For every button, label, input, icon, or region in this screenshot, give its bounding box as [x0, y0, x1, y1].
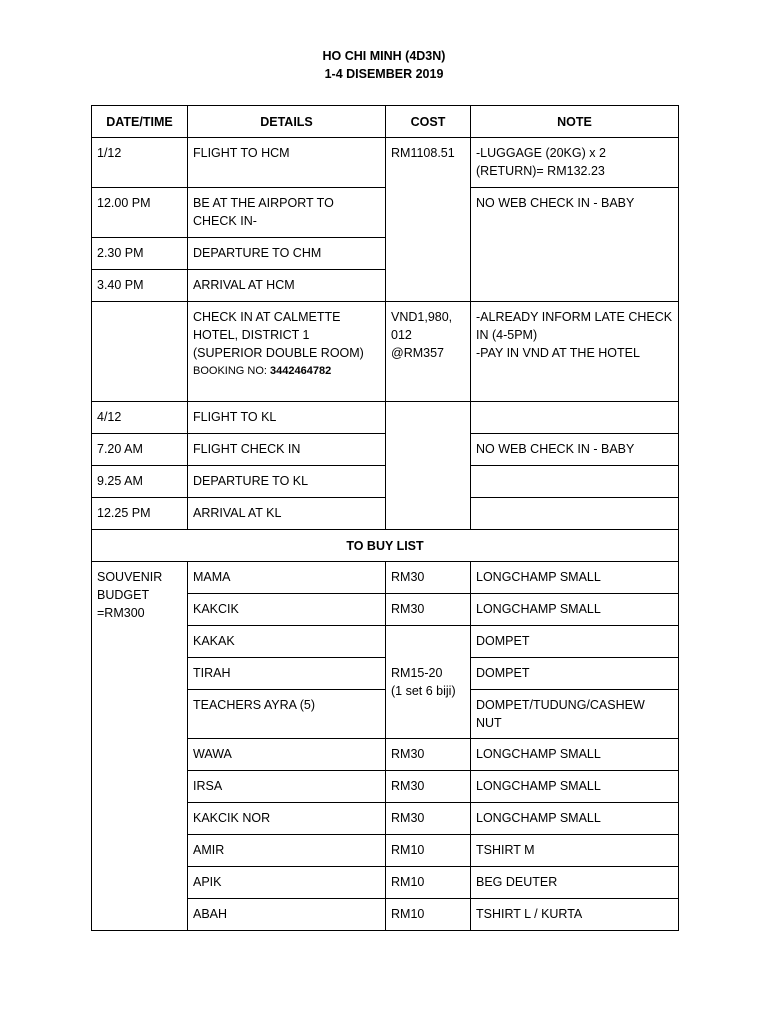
cell-note [471, 498, 679, 530]
group-cost-line: (1 set 6 biji) [391, 684, 456, 698]
cell-note: NO WEB CHECK IN - BABY [471, 188, 679, 302]
hotel-details: CHECK IN AT CALMETTE HOTEL, DISTRICT 1 (SUPERIOR DOUBLE ROOM) [193, 310, 364, 360]
cell-date: 2.30 PM [92, 238, 188, 270]
table-row [92, 498, 679, 530]
title-line-1: HO CHI MINH (4D3N) [322, 49, 446, 63]
cell-details: DEPARTURE TO CHM [188, 238, 386, 270]
item-name: APIK [188, 867, 386, 899]
item-name: AMIR [188, 835, 386, 867]
title-line-2: 1-4 DISEMBER 2019 [324, 67, 444, 81]
table-row [92, 138, 679, 188]
item-name: KAKAK [188, 626, 386, 658]
cost-line: 012 [391, 328, 412, 342]
item-name: TEACHERS AYRA (5) [188, 690, 386, 739]
cell-details: FLIGHT CHECK IN [188, 434, 386, 466]
item-name: TIRAH [188, 658, 386, 690]
item-cost: RM30 [386, 594, 471, 626]
header-cost: COST [386, 106, 471, 138]
item-note: BEG DEUTER [471, 867, 679, 899]
cell-details: FLIGHT TO HCM [188, 138, 386, 188]
item-note: DOMPET/TUDUNG/CASHEW NUT [471, 690, 679, 739]
cell-date [92, 302, 188, 402]
cell-note: -LUGGAGE (20KG) x 2 (RETURN)= RM132.23 [471, 138, 679, 188]
item-name: MAMA [188, 562, 386, 594]
cell-date: 7.20 AM [92, 434, 188, 466]
item-name: KAKCIK [188, 594, 386, 626]
item-note: LONGCHAMP SMALL [471, 594, 679, 626]
cell-date: 12.00 PM [92, 188, 188, 238]
souvenir-budget-cell [92, 562, 188, 931]
table-row [92, 434, 679, 466]
cell-details: DEPARTURE TO KL [188, 466, 386, 498]
itinerary-table [91, 105, 679, 931]
table-row [92, 188, 679, 238]
item-note: TSHIRT L / KURTA [471, 899, 679, 931]
note-line: -ALREADY INFORM LATE CHECK IN (4-5PM) [476, 310, 673, 342]
item-name: IRSA [188, 771, 386, 803]
item-note: LONGCHAMP SMALL [471, 562, 679, 594]
cell-details: BE AT THE AIRPORT TO CHECK IN- [188, 188, 386, 238]
table-header-row [92, 106, 679, 138]
cell-note: NO WEB CHECK IN - BABY [471, 434, 679, 466]
item-note: DOMPET [471, 626, 679, 658]
cell-cost: RM1108.51 [386, 138, 471, 302]
cell-note [471, 302, 679, 402]
cell-details: FLIGHT TO KL [188, 402, 386, 434]
item-cost: RM30 [386, 771, 471, 803]
header-date-time: DATE/TIME [92, 106, 188, 138]
item-note: DOMPET [471, 658, 679, 690]
item-cost: RM10 [386, 835, 471, 867]
item-cost: RM10 [386, 899, 471, 931]
table-row [92, 562, 679, 594]
cell-date: 3.40 PM [92, 270, 188, 302]
cost-line: @RM357 [391, 346, 444, 360]
table-row [92, 302, 679, 402]
cell-note [471, 402, 679, 434]
table-row [92, 466, 679, 498]
cell-details [188, 302, 386, 402]
budget-line: SOUVENIR [97, 570, 163, 584]
note-line: -PAY IN VND AT THE HOTEL [476, 346, 640, 360]
table-row [92, 402, 679, 434]
header-note: NOTE [471, 106, 679, 138]
item-note: LONGCHAMP SMALL [471, 803, 679, 835]
cell-date: 1/12 [92, 138, 188, 188]
cell-note [471, 466, 679, 498]
cell-date: 9.25 AM [92, 466, 188, 498]
item-note: TSHIRT M [471, 835, 679, 867]
cell-cost [386, 302, 471, 402]
item-note: LONGCHAMP SMALL [471, 739, 679, 771]
item-name: KAKCIK NOR [188, 803, 386, 835]
budget-line: =RM300 [97, 606, 145, 620]
cell-date: 12.25 PM [92, 498, 188, 530]
buy-list-heading-row [92, 530, 679, 562]
booking-line [193, 362, 380, 380]
item-name: WAWA [188, 739, 386, 771]
group-cost-line: RM15-20 [391, 666, 443, 680]
cell-details: ARRIVAL AT KL [188, 498, 386, 530]
cell-details: ARRIVAL AT HCM [188, 270, 386, 302]
item-note: LONGCHAMP SMALL [471, 771, 679, 803]
booking-label: BOOKING NO: [193, 365, 267, 377]
item-cost: RM30 [386, 562, 471, 594]
item-name: ABAH [188, 899, 386, 931]
cost-line: VND1,980, [391, 310, 453, 324]
group-cost-cell [386, 626, 471, 739]
cell-date: 4/12 [92, 402, 188, 434]
cell-cost-empty [386, 402, 471, 530]
item-cost: RM30 [386, 739, 471, 771]
item-cost: RM10 [386, 867, 471, 899]
item-cost: RM30 [386, 803, 471, 835]
buy-list-heading: TO BUY LIST [92, 530, 679, 562]
document-title [0, 47, 768, 83]
header-details: DETAILS [188, 106, 386, 138]
booking-number: 3442464782 [270, 365, 332, 377]
budget-line: BUDGET [97, 588, 150, 602]
